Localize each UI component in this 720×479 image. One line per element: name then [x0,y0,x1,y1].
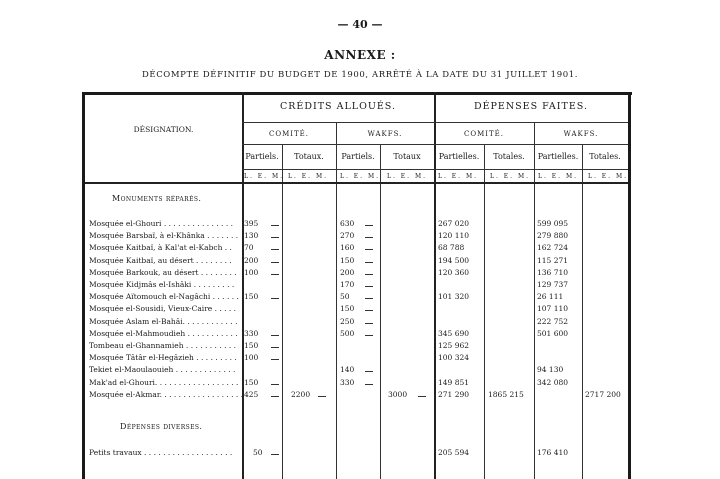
table-row [85,280,628,292]
dash-mark [365,262,373,263]
cell-dcp: 271 290 [438,389,470,399]
dash-mark [365,323,373,324]
unit-label: L. E. M. [588,173,629,180]
section-monuments: Monuments réparés. [112,194,202,203]
cell-dwt: 2717 200 [585,389,621,399]
table-row-misc [85,448,628,460]
row-designation: Mosquée Aïtomouch el-Nagâchi . . . . . . [89,292,239,302]
cell-cp: 330 [244,328,259,338]
unit-label: L. E. M. [490,173,531,180]
cell-dwp: 107 110 [537,304,569,314]
row-designation: Mosquée el-Sousidi, Vieux-Caire . . . . . [89,304,237,314]
table-right-border [628,92,631,479]
cell-wp: 500 [340,328,355,338]
header-designation: DÉSIGNATION. [133,125,194,134]
cell-dwp: 115 271 [537,255,569,265]
cell-dwp: 136 710 [537,267,569,277]
cell-cp: 50 [253,448,263,457]
header-d-comite-totales: Totales. [493,152,525,161]
cell-dwp: 342 080 [537,377,569,387]
row-designation: Petits travaux . . . . . . . . . . . . . . . . . . . [89,448,233,457]
budget-table [82,92,632,479]
cell-dcp: 149 851 [438,377,470,387]
dash-mark [365,335,373,336]
dash-mark [365,237,373,238]
cell-dcp: 267 020 [438,219,470,228]
table-row [85,378,628,390]
dash-mark [271,454,279,455]
dash-mark [271,262,279,263]
cell-cp: 395 [244,219,259,228]
table-row [85,243,628,255]
cell-wp: 170 [340,280,355,289]
header-c-comite-totaux: Totaux. [294,152,324,161]
dash-mark [365,371,373,372]
table-row [85,390,628,402]
header-credits-comite: COMITÉ. [268,130,310,138]
unit-label: L. E. M. [387,173,428,180]
cell-wp: 200 [340,267,355,277]
page-title: ANNEXE : [324,48,396,62]
dash-mark [365,298,373,299]
dash-mark [365,249,373,250]
cell-wp: 270 [340,231,355,241]
cell-cp: 200 [244,255,259,265]
row-designation: Mosquée Aslam el-Bahâi. . . . . . . . . . . . [89,316,238,326]
header-credits: CRÉDITS ALLOUÉS. [280,101,396,112]
cell-dwp: 279 880 [537,231,569,241]
row-designation: Mosquée el-Akmar. . . . . . . . . . . . . . . . . . [89,389,244,399]
row-designation: Mosquée Tâtâr el-Hegâzieh . . . . . . . . . [89,353,237,363]
header-c-comite-partiels: Partiels. [245,152,279,161]
cell-dcp: 205 594 [438,448,470,457]
cell-dcp: 120 110 [438,231,470,241]
table-row [85,341,628,353]
table-top-border [82,92,632,95]
unit-label: L. E. M. [288,173,329,180]
table-row [85,353,628,365]
header-depenses: DÉPENSES FAITES. [473,101,588,112]
row-designation: Mosquée Barsbaï, à el-Khânka . . . . . . . [89,231,239,241]
cell-dwp: 94 130 [537,365,564,375]
dash-mark [271,225,279,226]
cell-dwp: 501 600 [537,328,569,338]
table-row [85,256,628,268]
cell-cp: 150 [244,377,259,387]
cell-dcp: 68 788 [438,243,465,253]
header-depenses-comite: COMITÉ. [463,130,505,138]
rule-header-bottom [85,182,628,184]
cell-dct: 1865 215 [488,389,524,399]
dash-mark [271,237,279,238]
page-subtitle: DÉCOMPTE DÉFINITIF DU BUDGET DE 1900, ARRÊTÉ À LA DATE DU 31 JUILLET 1901. [141,70,579,80]
header-d-wakfs-totales: Totales. [589,152,621,161]
cell-wp: 140 [340,365,355,375]
dash-mark [365,225,373,226]
cell-wp: 150 [340,255,355,265]
header-c-wakfs-totaux: Totaux [393,152,421,161]
cell-wp: 250 [340,316,355,326]
section-depenses-diverses: Dépenses diverses. [120,422,203,431]
unit-label: L. E. M. [438,173,479,180]
cell-dwp: 222 752 [537,316,569,326]
header-c-wakfs-partiels: Partiels. [341,152,375,161]
table-row [85,219,628,231]
cell-dwp: 176 410 [537,448,569,457]
table-row [85,329,628,341]
unit-label: L. E. M. [244,173,285,180]
cell-wp: 150 [340,304,355,314]
dash-mark [271,298,279,299]
cell-dcp: 100 324 [438,353,470,363]
dash-mark [271,396,279,397]
cell-wp: 160 [340,243,355,253]
rule-h2 [242,144,628,145]
dash-mark [271,274,279,275]
header-d-wakfs-partielles: Partielles. [537,152,579,161]
cell-wt: 3000 [388,389,408,399]
row-designation: Tekiet el-Maoulaouieh . . . . . . . . . . . . . [89,365,236,375]
rule-h3 [242,169,628,170]
cell-dwp: 599 095 [537,219,569,228]
cell-cp: 150 [244,292,259,302]
dash-mark [318,396,326,397]
row-designation: Mosquée Barkouk, au désert . . . . . . . . [89,267,237,277]
row-designation: Tombeau el-Ghannamieh . . . . . . . . . . . [89,341,236,350]
page-number: — 40 — [337,18,383,31]
row-designation: Mosquée Kidjmâs el-Ishâki . . . . . . . . . [89,280,235,289]
table-row [85,268,628,280]
dash-mark [365,286,373,287]
dash-mark [418,396,426,397]
cell-wp: 330 [340,377,355,387]
table-row [85,304,628,316]
header-depenses-wakfs: WAKFS. [563,130,599,138]
table-row [85,292,628,304]
dash-mark [365,384,373,385]
table-row [85,231,628,243]
cell-cp: 70 [244,243,254,253]
cell-dcp: 345 690 [438,328,470,338]
row-designation: Mosquée Kaitbaï, à Kal'at el-Kabch . . [89,243,232,253]
cell-dwp: 129 737 [537,280,569,289]
dash-mark [271,359,279,360]
table-row [85,317,628,329]
header-credits-wakfs: WAKFS. [367,130,403,138]
dash-mark [271,347,279,348]
cell-dcp: 120 360 [438,267,470,277]
cell-dcp: 194 500 [438,255,470,265]
cell-wp: 50 [340,292,350,302]
dash-mark [365,274,373,275]
dash-mark [271,249,279,250]
cell-dwp: 162 724 [537,243,569,253]
cell-cp: 100 [244,353,259,363]
unit-label: L. E. M. [538,173,579,180]
cell-cp: 150 [244,341,259,350]
row-designation: Mosquée el-Ghouri . . . . . . . . . . . . . . . [89,219,233,228]
cell-wp: 630 [340,219,355,228]
header-d-comite-partielles: Partielles. [438,152,480,161]
rule-h1 [242,122,628,123]
cell-dwp: 26 111 [537,292,564,302]
table-row [85,365,628,377]
cell-cp: 425 [244,389,259,399]
cell-cp: 100 [244,267,259,277]
cell-dcp: 101 320 [438,292,470,302]
row-designation: Mak'ad el-Ghouri. . . . . . . . . . . . . . . . . . [89,377,239,387]
cell-cp: 130 [244,231,259,241]
dash-mark [271,335,279,336]
cell-dcp: 125 962 [438,341,470,350]
unit-label: L. E. M. [340,173,381,180]
row-designation: Mosquée Kaitbaï, au désert . . . . . . . . [89,255,232,265]
dash-mark [271,384,279,385]
dash-mark [365,310,373,311]
row-designation: Mosquée el-Mahmoudieh . . . . . . . . . . . [89,328,238,338]
cell-ct: 2200 [291,389,311,399]
